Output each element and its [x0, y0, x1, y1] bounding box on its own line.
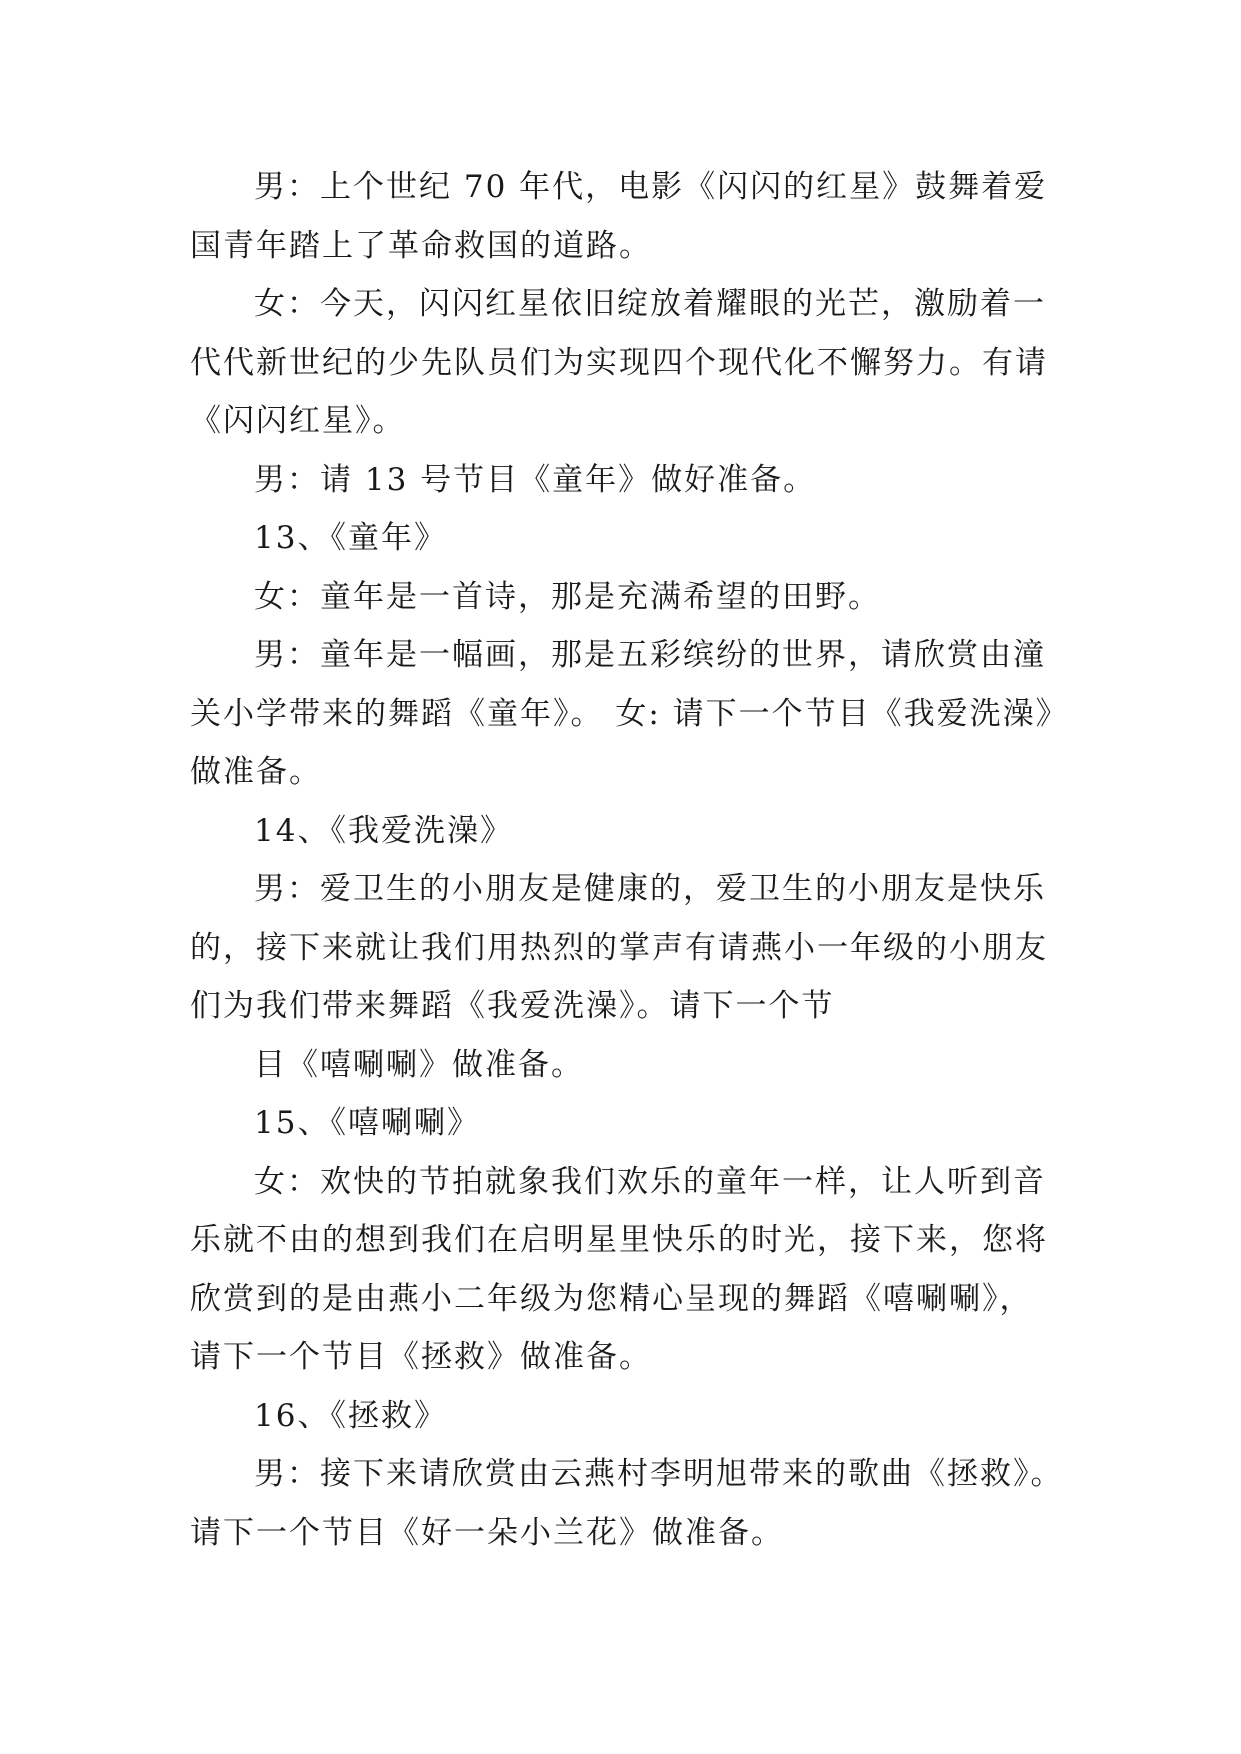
text-line: 乐就不由的想到我们在启明星里快乐的时光，接下来，您将 [190, 1222, 1048, 1258]
text-line: 请下一个节目《好一朵小兰花》做准备。 [190, 1514, 784, 1551]
text-line: 欣赏到的是由燕小二年级为您精心呈现的舞蹈《嘻唰唰》， [190, 1280, 1033, 1317]
text-line: 请下一个节目《拯救》做准备。 [190, 1339, 652, 1375]
text-line: 《闪闪红星》。 [190, 403, 406, 439]
text-line: 男：上个世纪 70 年代，电影《闪闪的红星》鼓舞着爱 [254, 169, 1048, 205]
section-heading: 13、《童年》 [254, 520, 447, 556]
document-body [190, 158, 1069, 1562]
text-line: 的，接下来就让我们用热烈的掌声有请燕小一年级的小朋友 [190, 929, 1048, 966]
section-heading: 16、《拯救》 [254, 1397, 447, 1434]
text-line: 代代新世纪的少先队员们为实现四个现代化不懈努力。有请 [190, 344, 1048, 381]
text-line: 女：欢快的节拍就象我们欢乐的童年一样，让人听到音 [254, 1163, 1046, 1200]
section-heading: 14、《我爱洗澡》 [254, 812, 513, 849]
text-line: 男：请 13 号节目《童年》做好准备。 [254, 461, 817, 498]
text-line: 男：童年是一幅画，那是五彩缤纷的世界，请欣赏由潼 [254, 637, 1046, 673]
text-line: 关小学带来的舞蹈《童年》。 女: 请下一个节目《我爱洗澡》 [190, 695, 1069, 732]
text-line: 们为我们带来舞蹈《我爱洗澡》。请下一个节 [190, 988, 835, 1024]
text-line: 目《嘻唰唰》做准备。 [254, 1046, 584, 1083]
text-line: 男：接下来请欣赏由云燕村李明旭带来的歌曲《拯救》。 [254, 1456, 1064, 1492]
section-heading: 15、《嘻唰唰》 [254, 1105, 480, 1141]
text-line: 女：今天，闪闪红星依旧绽放着耀眼的光芒，激励着一 [254, 286, 1046, 322]
text-line: 国青年踏上了革命救国的道路。 [190, 227, 652, 264]
text-line: 男：爱卫生的小朋友是健康的，爱卫生的小朋友是快乐 [254, 871, 1046, 907]
text-line: 女：童年是一首诗，那是充满希望的田野。 [254, 578, 881, 615]
text-line: 做准备。 [190, 754, 322, 790]
